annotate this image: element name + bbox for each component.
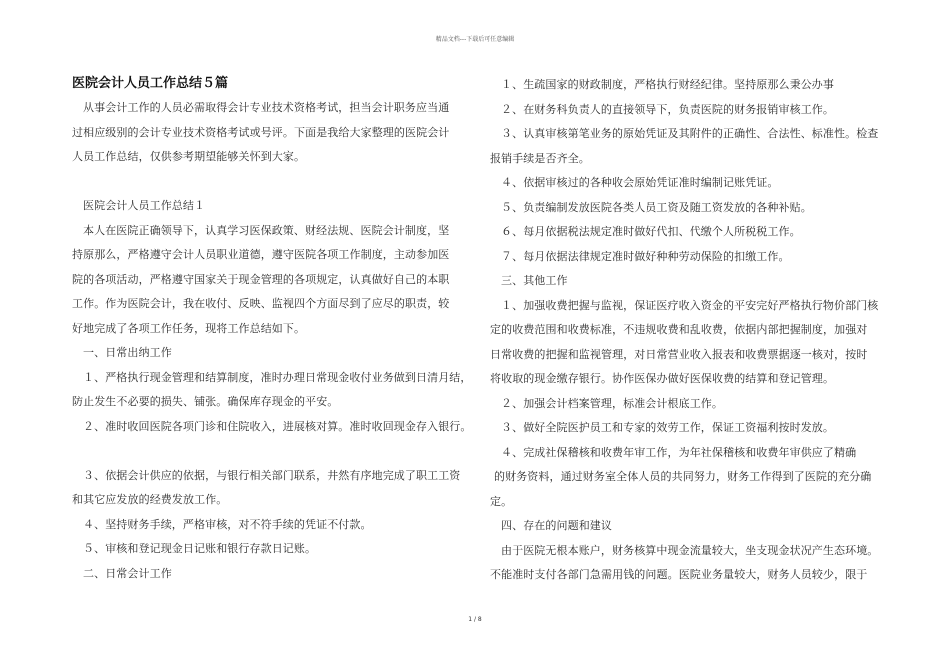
list-item: ４、坚持财务手续，严格审核，对不符手续的凭证不付款。 [83,517,372,531]
list-item: ４、完成社保稽核和收费年审工作，为年社保稽核和收费年审供应了精确 [501,445,857,459]
list-item: ５、负责编制发放医院各类人员工资及随工资发放的各种补贴。 [501,200,812,214]
paragraph-line: 由于医院无根本账户，财务核算中现金流量较大，坐支现金状况产生态环境。 [501,543,879,557]
list-item: 将收取的现金缴存银行。协作医保办做好医保收费的结算和登记管理。 [490,372,835,385]
list-item: 和其它应发放的经费发放工作。 [72,493,228,506]
paragraph-line: 好地完成了各项工作任务，现将工作总结如下。 [72,321,306,335]
section-subtitle: 医院会计人员工作总结１ [83,199,206,212]
intro-line: 从事会计工作的人员必需取得会计专业技术资格考试，担当会计职务应当通 [83,101,450,114]
list-item: １、加强收费把握与监视，保证医疗收入资金的平安完好严格执行物价部门核 [501,298,879,312]
section-heading: 二、日常会计工作 [83,566,172,580]
section-heading: 四、存在的问题和建议 [501,519,612,532]
list-item: 定的收费范围和收费标准，不违规收费和乱收费，依据内部把握制度，加强对 [490,323,868,336]
list-item: 定。 [490,494,513,508]
paragraph-line: 院的各项活动，严格遵守国家关于现金管理的各项规定，认真做好自己的本职 [72,272,450,286]
section-heading: 一、日常出纳工作 [83,346,172,359]
list-item: ３、认真审核第笔业务的原始凭证及其附件的正确性、合法性、标准性。检查 [501,127,879,140]
intro-line: 人员工作总结，仅供参考期望能够关怀到大家。 [72,150,306,163]
list-item: １、生疏国家的财政制度，严格执行财经纪律。坚持原那么秉公办事 [501,78,834,91]
list-item: ２、准时收回医院各项门诊和住院收入，进展核对算。准时收回现金存入银行。 [83,419,472,433]
paragraph-line: 持原那么，严格遵守会计人员职业道德，遵守医院各项工作制度，主动参加医 [72,248,450,261]
right-column [490,73,882,588]
page-number: 1 / 8 [468,616,482,623]
paragraph-line: 本人在医院正确领导下，认真学习医保政策、财经法规、医院会计制度，坚 [83,223,450,237]
list-item: 防止发生不必要的损失、铺张。确保库存现金的平安。 [72,395,339,408]
list-item: ２、在财务科负责人的直接领导下，负责医院的财务报销审核工作。 [501,102,834,116]
section-heading: 三、其他工作 [501,274,568,287]
paragraph-line: 工作。作为医院会计，我在收付、反映、监视四个方面尽到了应尽的职责，较 [72,297,450,310]
list-item: １、严格执行现金管理和结算制度，准时办理日常现金收付业务做到日清月结， [83,370,472,384]
list-item: ３、做好全院医护员工和专家的效劳工作，保证工资福利按时发放。 [501,421,834,434]
page-header: 精品文档---下载后可任意编辑 [435,36,515,43]
list-item: 日常收费的把握和监视管理，对日常营业收入报表和收费票据逐一核对，按时 [490,347,868,361]
list-item: ５、审核和登记现金日记账和银行存款日记账。 [83,542,317,555]
list-item: ２、加强会计档案管理，标准会计根底工作。 [501,396,723,410]
list-item: ４、依据审核过的各种收会原始凭证准时编制记账凭证。 [501,176,779,189]
paragraph-line: 不能准时支付各部门急需用钱的问题。医院业务量较大，财务人员较少，限于 [490,568,868,581]
list-item: 的财务资料，通过财务室全体人员的共同努力，财务工作得到了医院的充分确 [494,470,872,483]
left-column [72,72,472,586]
intro-line: 过相应级别的会计专业技术资格考试或号评。下面是我给大家整理的医院会计 [72,125,450,139]
list-item: ６、每月依据税法规定准时做好代扣、代缴个人所税税工作。 [501,225,801,238]
list-item: ７、每月依据法律规定准时做好种种劳动保险的扣缴工作。 [501,249,790,263]
list-item: 报销手续是否齐全。 [490,151,590,165]
list-item: ３、依据会计供应的依据，与银行相关部门联系，井然有序地完成了职工工资 [83,468,461,482]
document-title: 医院会计人员工作总结５篇 [72,76,229,91]
